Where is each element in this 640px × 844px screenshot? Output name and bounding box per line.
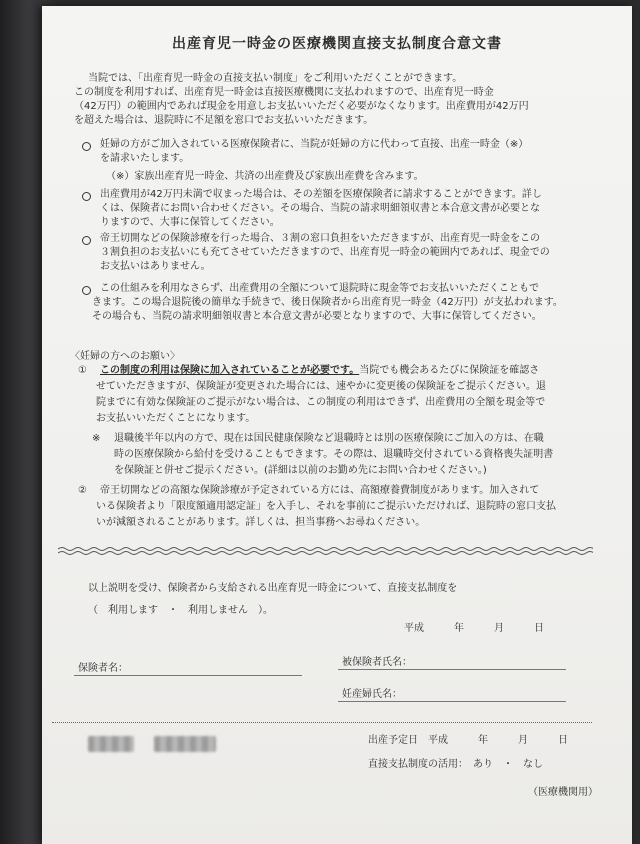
intro-line: を超えた場合は、退院時に不足額を窓口でお支払いいただきます。 xyxy=(74,115,374,126)
medical-institution-copy: （医療機関用） xyxy=(528,787,598,798)
item-line: この仕組みを利用なさらず、出産費用の全額について退院時に現金等でお支払いいただくこともで xyxy=(100,283,539,294)
consent-date: 平成 年 月 日 xyxy=(404,623,544,634)
request-line: 帝王切開などの高額な保険診療が予定されている方には、高額療養費制度があります。加入されて xyxy=(100,485,540,496)
insurer-label: 保険者名： xyxy=(78,663,128,674)
document-page xyxy=(42,6,632,844)
redacted-block xyxy=(88,736,134,752)
request-note-line: 時の医療保険から給付を受けることもできます。その際は、退職時交付されている資格喪失証明書 xyxy=(114,449,554,460)
item-line: りますので、大事に保管してください。 xyxy=(100,217,280,228)
item-line: 出産費用が42万円未満で収まった場合は、その差額を医療保険者に請求することができます。詳し xyxy=(100,189,542,200)
request-note-line: を保険証と併せご提示ください。(詳細は以前のお勤め先にお問い合わせください。) xyxy=(114,465,487,476)
item-line: くは、保険者にお問い合わせください。その場合、当院の請求明細領収書と本合意文書が必要とな xyxy=(100,203,540,214)
request-item2-marker: ② xyxy=(78,485,87,496)
document-title: 出産育児一時金の医療機関直接支払制度合意文書 xyxy=(172,36,502,52)
request-heading: 〈妊婦の方へのお願い〉 xyxy=(70,351,180,362)
dotted-divider xyxy=(52,722,592,723)
intro-line: この制度を利用すれば、出産育児一時金は直接医療機関に支払われますので、出産育児一時金 xyxy=(74,87,494,98)
request-note-line: 退職後半年以内の方で、現在は国民健康保険など退職時とは別の医療保険にご加入の方は、在職 xyxy=(114,433,544,444)
request-note-marker: ※ xyxy=(92,433,101,444)
redacted-block xyxy=(154,736,216,752)
item-line: 妊婦の方がご加入されている医療保険者に、当院が妊婦の方に代わって直接、出産一時金（※） xyxy=(100,139,529,150)
request-item1-first-line xyxy=(100,364,539,378)
intro-line: 当院では、「出産育児一時金の直接支払い制度」をご利用いただくことができます。 xyxy=(88,73,463,84)
item-line: ３割負担のお支払いにも充てさせていただきますので、出産育児一時金の範囲内であれば、現金での xyxy=(100,247,550,258)
request-line: お支払いいただくことになります。 xyxy=(96,413,256,424)
mother-name-field[interactable] xyxy=(338,700,566,702)
request-line: 院までに有効な保険証のご提示がない場合は、この制度の利用はできず、出産費用の全額を現金等で xyxy=(96,397,546,408)
insurer-name-field[interactable] xyxy=(74,674,302,676)
due-date: 出産予定日 平成 年 月 日 xyxy=(368,735,568,746)
request-line: いる保険者より「限度額適用認定証」を入手し、それを事前にご提示いただければ、退院時の窓口支払 xyxy=(96,501,556,512)
item-line: 帝王切開などの保険診療を行った場合、３割の窓口負担をいただきますが、出産育児一時金をこの xyxy=(100,233,540,244)
request-line: いが減額されることがあります。詳しくは、担当事務へお尋ねください。 xyxy=(96,517,426,528)
item-line: お支払いはありません。 xyxy=(100,261,211,272)
request-item1-rest: 当院でも機会あるたびに保険証を確認さ xyxy=(359,365,540,376)
intro-line: （42万円）の範囲内であれば現金を用意しお支払いいただく必要がなくなります。出産費用が42万円 xyxy=(74,101,529,112)
consent-choice: （ 利用します ・ 利用しません ）。 xyxy=(88,605,273,616)
bullet-circle-icon xyxy=(82,286,91,295)
insured-label: 被保険者氏名： xyxy=(342,657,412,668)
item-line: その場合も、当院の請求明細領収書と本合意文書が必要となりますので、大事に保管してください。 xyxy=(92,311,542,322)
bullet-circle-icon xyxy=(82,142,91,151)
direct-payment-usage: 直接支払制度の活用： あり ・ なし xyxy=(368,759,543,770)
request-line: せていただきますが、保険証が変更された場合には、速やかに変更後の保険証をご提示ください。退 xyxy=(96,381,546,392)
insured-name-field[interactable] xyxy=(338,668,566,670)
request-item1-marker: ① xyxy=(78,365,87,376)
item-line: を請求いたします。 xyxy=(100,153,190,164)
wavy-cut-line xyxy=(58,546,593,556)
mother-label: 妊産婦氏名： xyxy=(342,689,402,700)
consent-statement: 以上説明を受け、保険者から支給される出産育児一時金について、直接支払制度を xyxy=(88,583,458,594)
request-item1-emphasis: この制度の利用は保険に加入されていることが必要です。 xyxy=(100,365,360,376)
item-note: （※）家族出産育児一時金、共済の出産費及び家族出産費を含みます。 xyxy=(106,171,424,182)
item-line: きます。この場合退院後の簡単な手続きで、後日保険者から出産育児一時金（42万円）が支払われます。 xyxy=(92,297,563,308)
bullet-circle-icon xyxy=(82,236,91,245)
bullet-circle-icon xyxy=(82,192,91,201)
